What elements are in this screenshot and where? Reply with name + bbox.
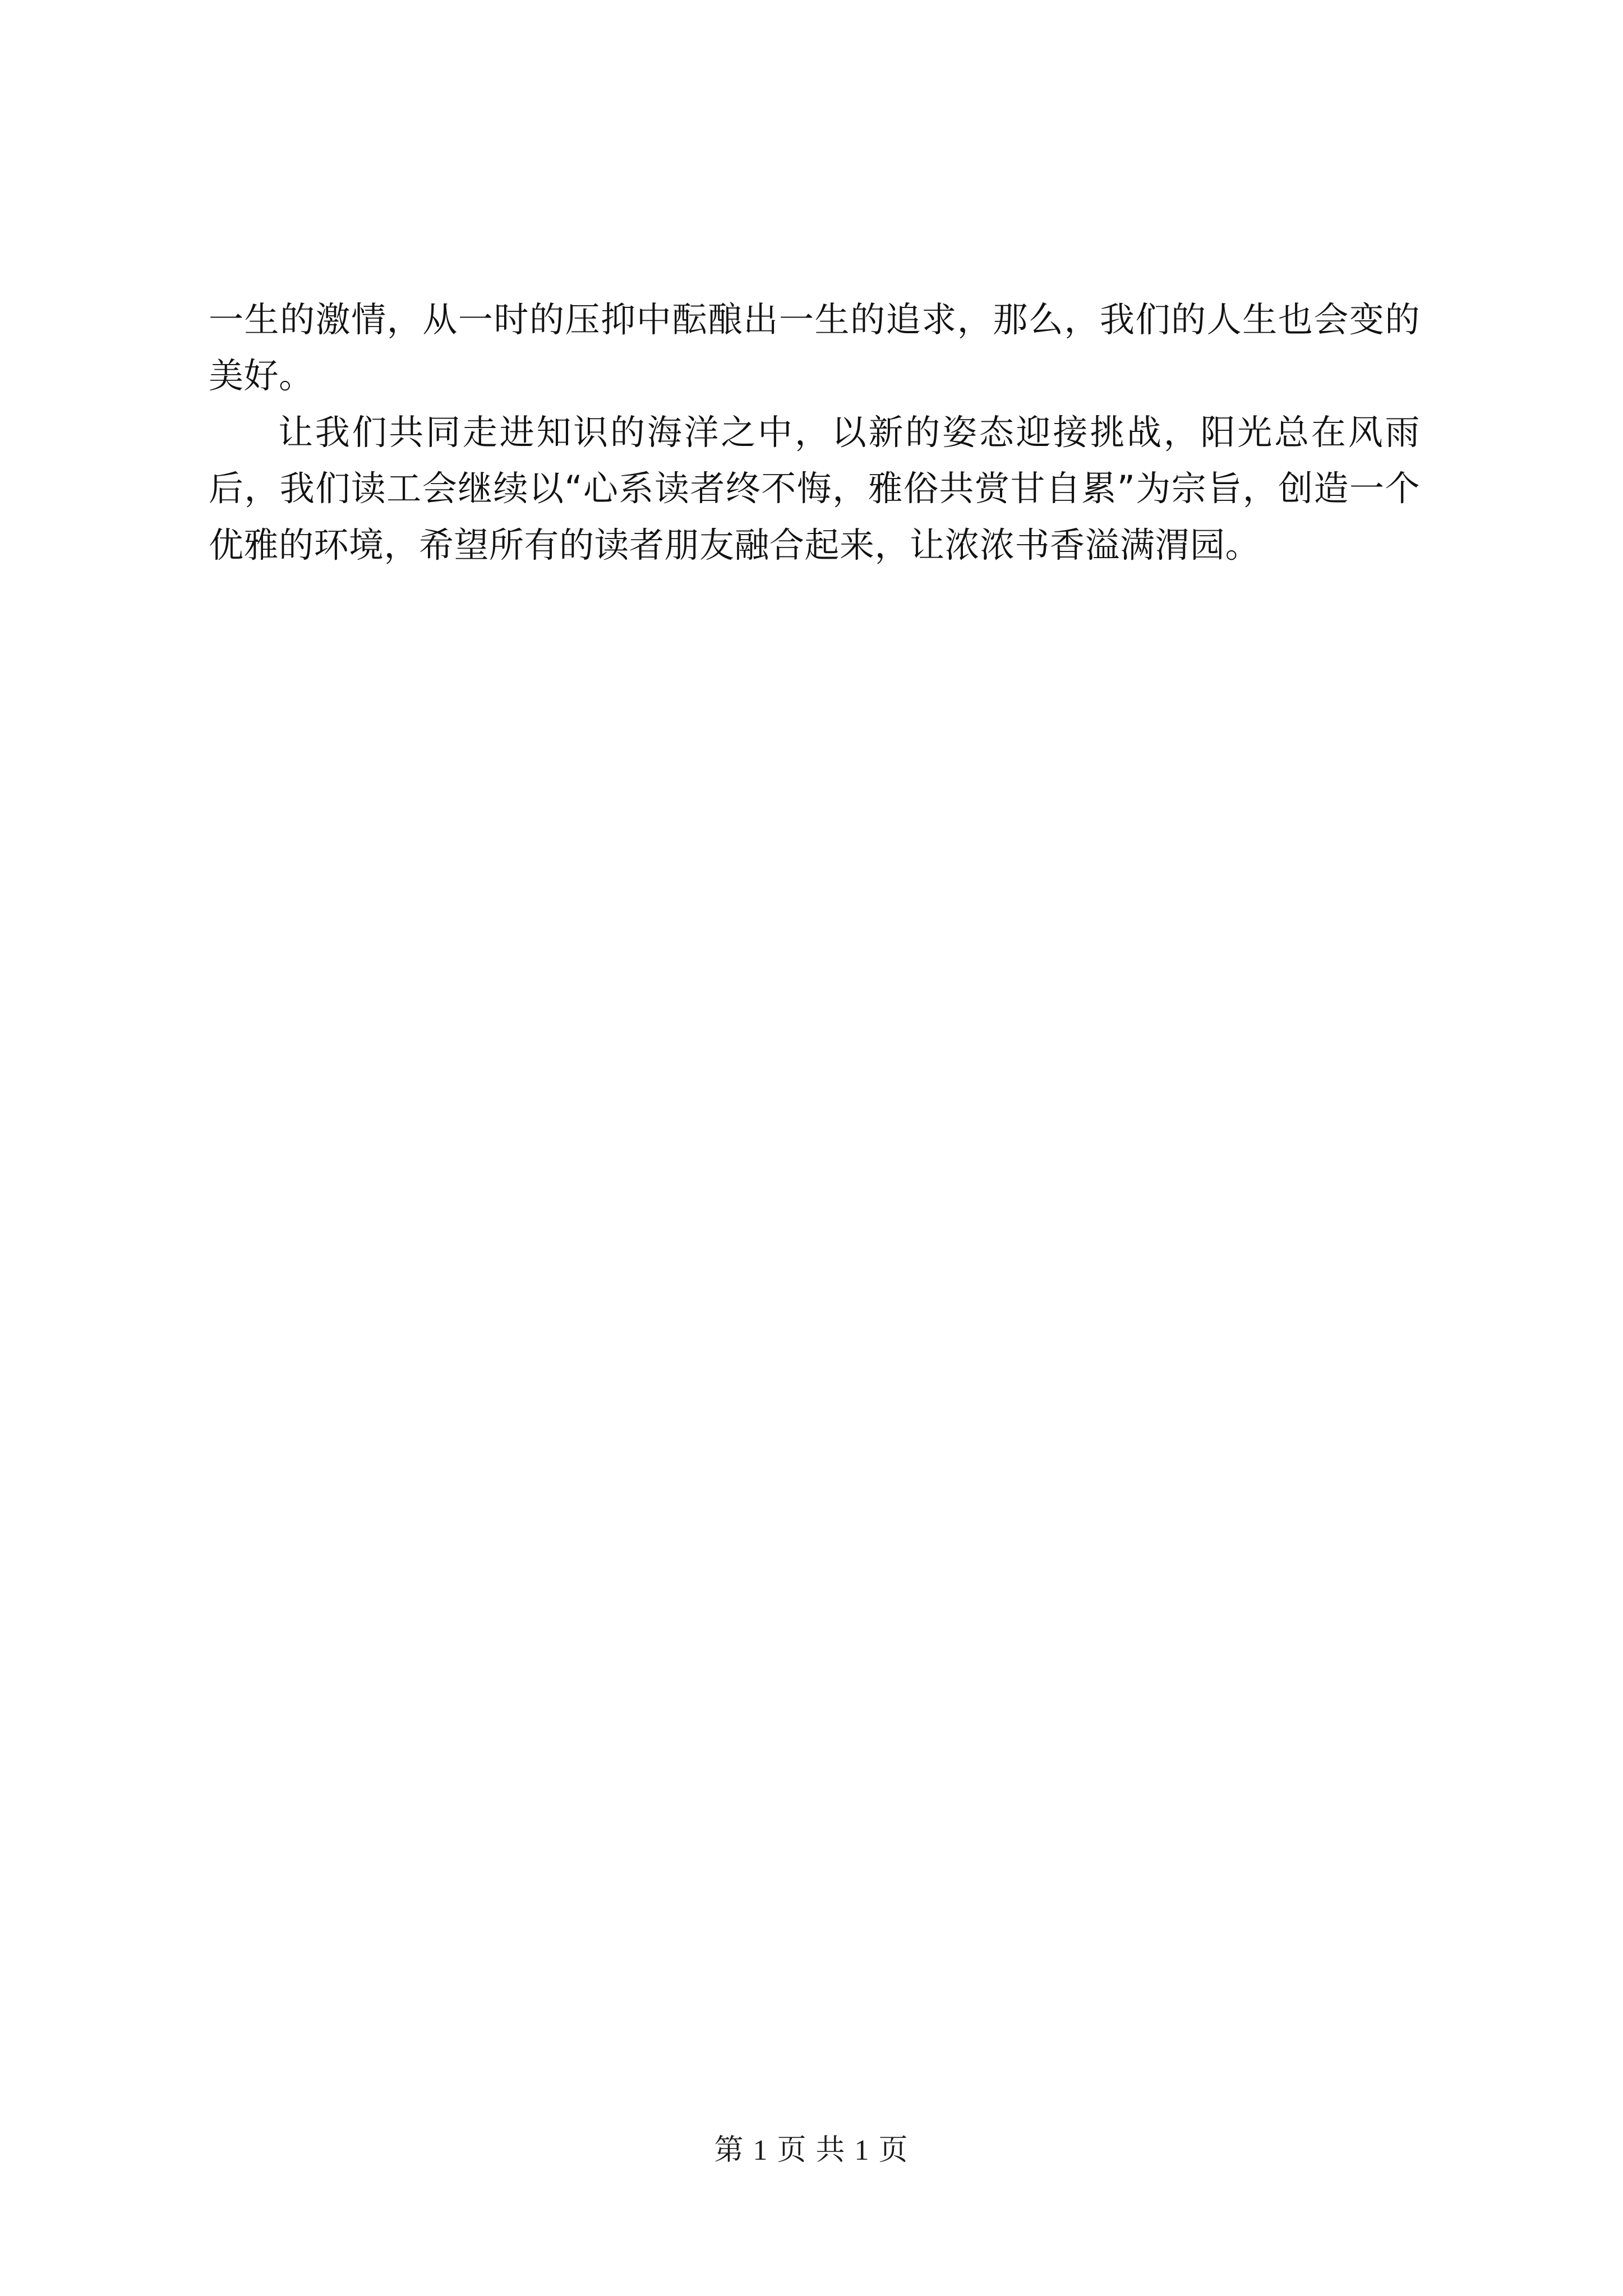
document-body	[209, 292, 1420, 573]
paragraph-2: 让我们共同走进知识的海洋之中，以新的姿态迎接挑战，阳光总在风雨后，我们读工会继续以“心系读者终不悔，雅俗共赏甘自累”为宗旨，创造一个优雅的环境，希望所有的读者朋友融合起来，让浓浓书香溢满渭园。	[209, 411, 1420, 565]
page-footer: 第 1 页 共 1 页	[714, 2134, 909, 2166]
paragraph-1: 一生的激情，从一时的压抑中酝酿出一生的追求，那么，我们的人生也会变的美好。	[209, 299, 1420, 397]
